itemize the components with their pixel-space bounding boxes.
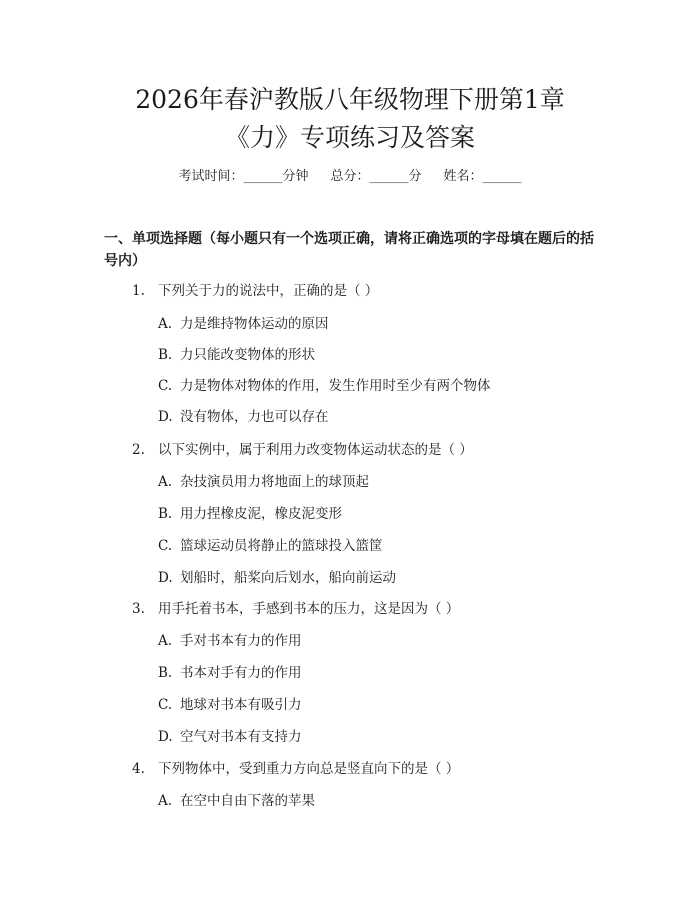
option-text: 空气对书本有支持力: [180, 729, 302, 745]
option-2c: [158, 536, 383, 556]
option-letter: C.: [158, 538, 173, 554]
question-text: 以下实例中，属于利用力改变物体运动状态的是（ ）: [158, 442, 473, 458]
option-letter: A.: [158, 633, 173, 649]
option-4a: [158, 791, 315, 811]
option-1a: [158, 314, 329, 334]
option-text: 地球对书本有吸引力: [180, 697, 302, 713]
total-score-field: 总分：______分: [330, 169, 422, 184]
option-text: 书本对手有力的作用: [180, 665, 302, 681]
section-heading: [104, 228, 604, 272]
option-1b: [158, 345, 315, 365]
question-number: 3.: [132, 601, 145, 617]
option-letter: D.: [158, 729, 173, 745]
option-text: 力是维持物体运动的原因: [180, 316, 329, 332]
option-text: 在空中自由下落的苹果: [180, 793, 315, 809]
question-2: [132, 440, 473, 460]
option-text: 力只能改变物体的形状: [180, 347, 315, 363]
exam-time-field: 考试时间：______分钟: [178, 169, 309, 184]
question-text: 下列关于力的说法中，正确的是（ ）: [158, 283, 379, 299]
option-letter: B.: [158, 347, 173, 363]
option-2b: [158, 504, 342, 524]
option-letter: A.: [158, 793, 173, 809]
option-2a: [158, 472, 369, 492]
option-text: 用力捏橡皮泥，橡皮泥变形: [180, 506, 342, 522]
option-letter: A.: [158, 316, 173, 332]
option-letter: B.: [158, 665, 173, 681]
option-letter: B.: [158, 506, 173, 522]
document-title-line2: 《力》专项练习及答案: [224, 123, 475, 152]
question-4: [132, 759, 459, 779]
option-1d: [158, 407, 329, 427]
question-number: 1.: [132, 283, 145, 299]
option-letter: C.: [158, 378, 173, 394]
document-title-line1: 2026年春沪教版八年级物理下册第1章: [135, 85, 565, 114]
question-text: 下列物体中，受到重力方向总是竖直向下的是（ ）: [158, 761, 460, 777]
option-2d: [158, 568, 396, 588]
option-letter: D.: [158, 409, 173, 425]
name-field: 姓名：______: [443, 169, 522, 184]
question-number: 2.: [132, 442, 145, 458]
option-3d: [158, 727, 302, 747]
option-1c: [158, 376, 491, 396]
option-text: 没有物体，力也可以存在: [180, 409, 329, 425]
question-3: [132, 599, 459, 619]
exam-info: [0, 166, 700, 188]
option-text: 划船时，船桨向后划水，船向前运动: [180, 570, 396, 586]
option-text: 力是物体对物体的作用，发生作用时至少有两个物体: [180, 378, 491, 394]
question-number: 4.: [132, 761, 145, 777]
option-text: 杂技演员用力将地面上的球顶起: [180, 474, 369, 490]
option-3b: [158, 663, 302, 683]
section-heading-line2: 号内）: [104, 253, 146, 269]
option-3a: [158, 631, 302, 651]
section-heading-line1: 一、单项选择题（每小题只有一个选项正确，请将正确选项的字母填在题后的括: [104, 231, 594, 247]
option-text: 篮球运动员将静止的篮球投入篮筐: [180, 538, 383, 554]
question-1: [132, 281, 378, 301]
option-3c: [158, 695, 302, 715]
option-letter: C.: [158, 697, 173, 713]
option-text: 手对书本有力的作用: [180, 633, 302, 649]
option-letter: A.: [158, 474, 173, 490]
question-text: 用手托着书本，手感到书本的压力，这是因为（ ）: [158, 601, 460, 617]
option-letter: D.: [158, 570, 173, 586]
